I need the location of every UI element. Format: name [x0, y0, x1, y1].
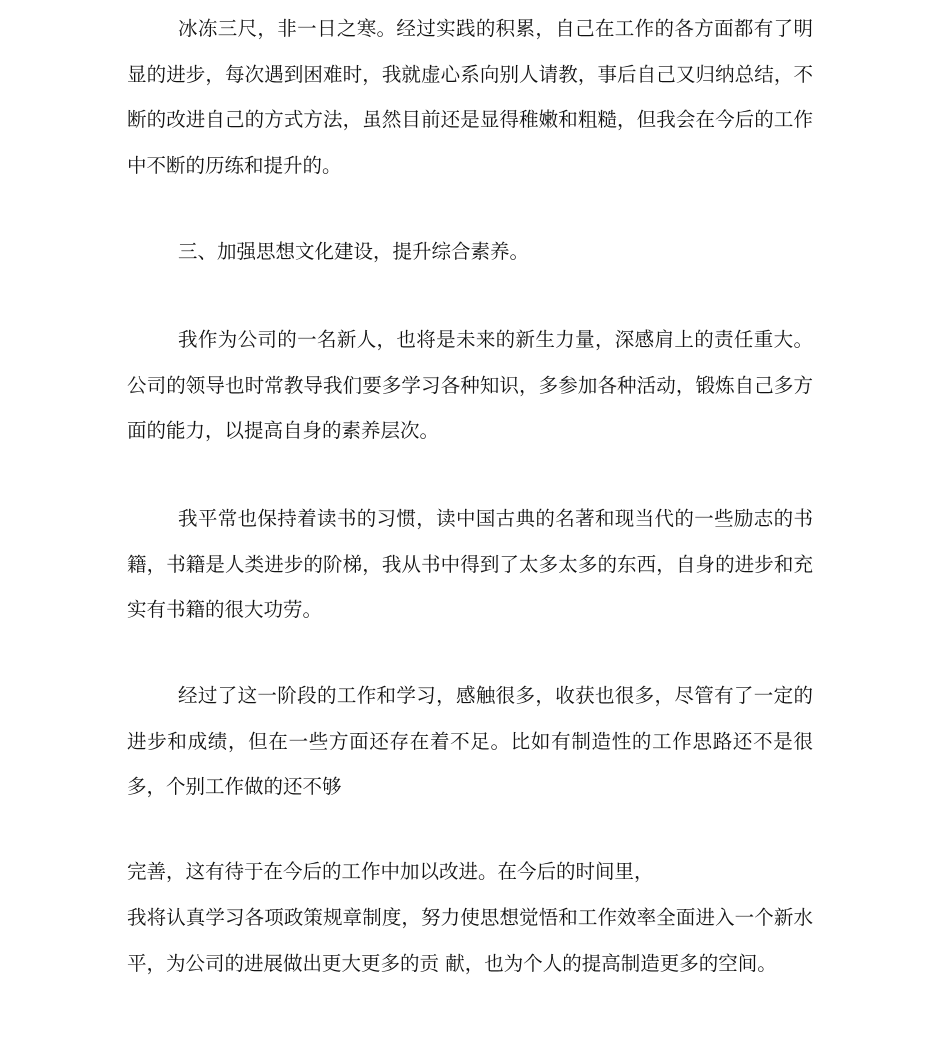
paragraph-reading: 我平常也保持着读书的习惯，读中国古典的名著和现当代的一些励志的书籍，书籍是人类进步的阶梯，我从书中得到了太多太多的东西，自身的进步和充实有书籍的很大功劳。: [127, 507, 813, 621]
closing-block: [127, 849, 813, 987]
closing-line-1: 完善，这有待于在今后的工作中加以改进。在今后的时间里，: [127, 860, 654, 883]
section-heading-3: 三、加强思想文化建设，提升综合素养。: [178, 240, 530, 263]
paragraph-accumulation: 冰冻三尺，非一日之寒。经过实践的积累，自己在工作的各方面都有了明显的进步，每次遇到困难时，我就虚心系向别人请教，事后自己又归纳总结，不断的改进自己的方式方法，虽然目前还是显得稚嫩和粗糙，但我会在今后的工作中不断的历练和提升的。: [127, 17, 813, 177]
closing-line-2: 我将认真学习各项政策规章制度，努力使思想觉悟和工作效率全面进入一个新水平，为公司的进展做出更大更多的贡 献，也为个人的提高制造更多的空间。: [127, 906, 813, 975]
paragraph-new-member: 我作为公司的一名新人，也将是未来的新生力量，深感肩上的责任重大。公司的领导也时常教导我们要多学习各种知识，多参加各种活动，锻炼自己多方面的能力，以提高自身的素养层次。: [127, 328, 813, 442]
paragraph-summary: 经过了这一阶段的工作和学习，感触很多，收获也很多，尽管有了一定的进步和成绩，但在一些方面还存在着不足。比如有制造性的工作思路还不是很多，个别工作做的还不够: [127, 684, 813, 798]
